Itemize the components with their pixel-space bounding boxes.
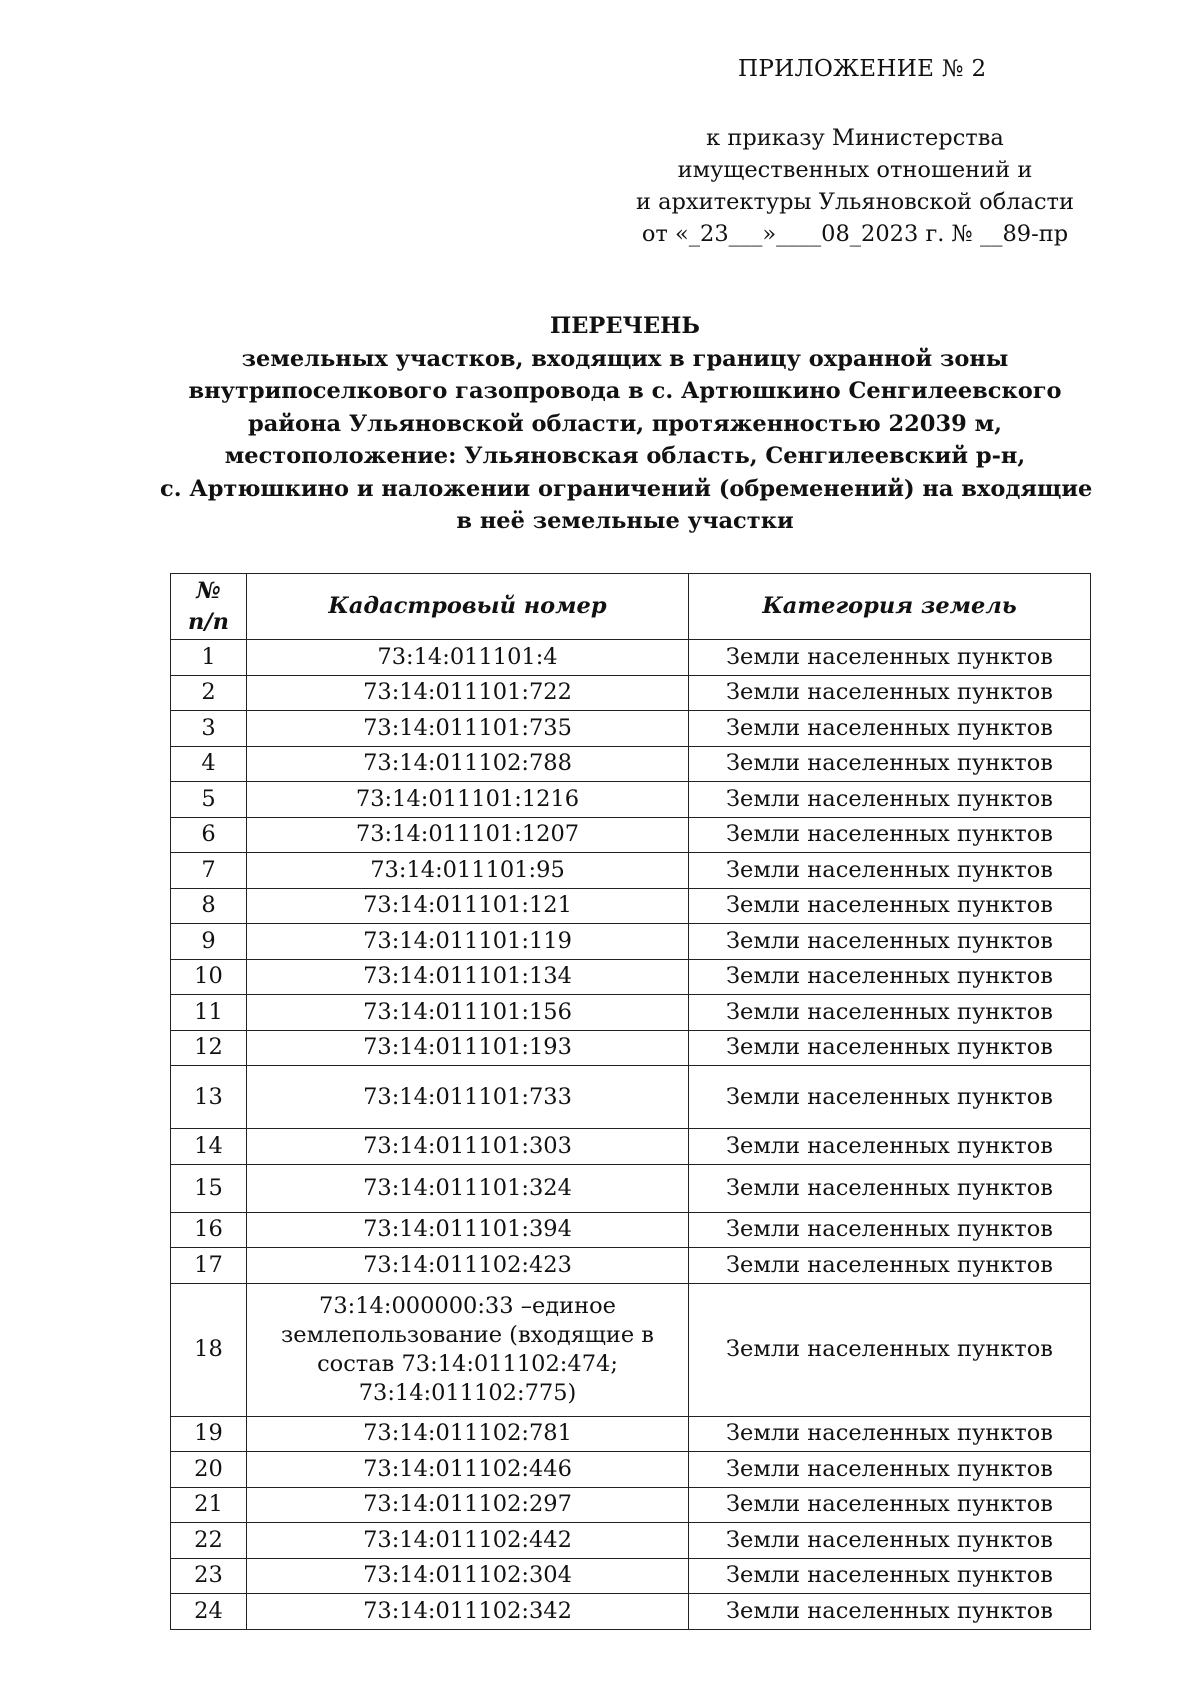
- land-category: Земли населенных пунктов: [689, 924, 1091, 960]
- table-row: [171, 782, 1091, 818]
- row-number: 15: [171, 1164, 247, 1212]
- cadastral-line: 73:14:011102:775): [358, 1379, 577, 1406]
- header-cadastral: Кадастровый номер: [247, 574, 689, 640]
- heading-line: внутрипоселкового газопровода в с. Артюшкино Сенгилеевского: [188, 378, 1062, 404]
- land-category: Земли населенных пунктов: [689, 1129, 1091, 1165]
- order-reference: [610, 122, 1100, 250]
- cadastral-number: 73:14:011101:733: [247, 1066, 689, 1129]
- land-category: Земли населенных пунктов: [689, 1248, 1091, 1284]
- row-number: 13: [171, 1066, 247, 1129]
- table-row: [171, 746, 1091, 782]
- row-number: 9: [171, 924, 247, 960]
- cadastral-number-multiline: [247, 1283, 689, 1416]
- table-row: [171, 995, 1091, 1031]
- row-number: 18: [171, 1283, 247, 1416]
- order-line: имущественных отношений и: [677, 157, 1033, 183]
- heading-line: местоположение: Ульяновская область, Сенгилеевский р-н,: [224, 443, 1026, 469]
- order-line: от «_23___»____08_2023 г. № __89-пр: [641, 221, 1069, 247]
- land-category: Земли населенных пунктов: [689, 1066, 1091, 1129]
- table-row: [171, 675, 1091, 711]
- cadastral-number: 73:14:011102:442: [247, 1523, 689, 1559]
- table-row: [171, 640, 1091, 676]
- heading-title: ПЕРЕЧЕНЬ: [550, 313, 700, 339]
- order-line: и архитектуры Ульяновской области: [635, 189, 1075, 215]
- cadastral-number: 73:14:011101:303: [247, 1129, 689, 1165]
- cadastral-number: 73:14:011102:304: [247, 1558, 689, 1594]
- table-row: [171, 959, 1091, 995]
- land-category: Земли населенных пунктов: [689, 711, 1091, 747]
- row-number: 4: [171, 746, 247, 782]
- land-category: Земли населенных пунктов: [689, 1452, 1091, 1488]
- land-category: Земли населенных пунктов: [689, 1558, 1091, 1594]
- table-row: [171, 1594, 1091, 1630]
- row-number: 2: [171, 675, 247, 711]
- table-header-row: [171, 574, 1091, 640]
- cadastral-number: 73:14:011101:95: [247, 853, 689, 889]
- cadastral-number: 73:14:011101:1216: [247, 782, 689, 818]
- row-number: 5: [171, 782, 247, 818]
- row-number: 10: [171, 959, 247, 995]
- row-number: 6: [171, 817, 247, 853]
- row-number: 1: [171, 640, 247, 676]
- cadastral-line: состав 73:14:011102:474;: [317, 1350, 618, 1377]
- row-number: 7: [171, 853, 247, 889]
- header-number-symbol: №: [196, 577, 221, 604]
- cadastral-number: 73:14:011101:1207: [247, 817, 689, 853]
- row-number: 19: [171, 1416, 247, 1452]
- cadastral-number: 73:14:011102:446: [247, 1452, 689, 1488]
- cadastral-number: 73:14:011102:788: [247, 746, 689, 782]
- land-category: Земли населенных пунктов: [689, 640, 1091, 676]
- table-row: [171, 1558, 1091, 1594]
- land-category: Земли населенных пунктов: [689, 888, 1091, 924]
- row-number: 11: [171, 995, 247, 1031]
- land-category: Земли населенных пунктов: [689, 1594, 1091, 1630]
- land-category: Земли населенных пунктов: [689, 1416, 1091, 1452]
- table-row: [171, 711, 1091, 747]
- table-row: [171, 924, 1091, 960]
- table-row: [171, 1164, 1091, 1212]
- table-row: [171, 1416, 1091, 1452]
- land-category: Земли населенных пунктов: [689, 746, 1091, 782]
- cadastral-number: 73:14:011101:119: [247, 924, 689, 960]
- cadastral-number: 73:14:011101:4: [247, 640, 689, 676]
- land-category: Земли населенных пунктов: [689, 1030, 1091, 1066]
- row-number: 8: [171, 888, 247, 924]
- land-category: Земли населенных пунктов: [689, 959, 1091, 995]
- order-line: к приказу Министерства: [706, 125, 1004, 151]
- table-row: [171, 1452, 1091, 1488]
- table-row: [171, 1030, 1091, 1066]
- cadastral-number: 73:14:011102:781: [247, 1416, 689, 1452]
- cadastral-number: 73:14:011102:423: [247, 1248, 689, 1284]
- land-category: Земли населенных пунктов: [689, 995, 1091, 1031]
- table-row: [171, 1487, 1091, 1523]
- heading-line: в неё земельные участки: [456, 508, 794, 534]
- cadastral-number: 73:14:011101:193: [247, 1030, 689, 1066]
- row-number: 16: [171, 1212, 247, 1248]
- heading-line: с. Артюшкино и наложении ограничений (обременений) на входящие: [160, 475, 1093, 502]
- table-row: [171, 853, 1091, 889]
- document-heading: [160, 310, 1093, 538]
- table-row: [171, 1283, 1091, 1416]
- appendix-title: ПРИЛОЖЕНИЕ № 2: [738, 56, 987, 82]
- table-row: [171, 1248, 1091, 1284]
- cadastral-number: 73:14:011101:394: [247, 1212, 689, 1248]
- table-row: [171, 1523, 1091, 1559]
- cadastral-number: 73:14:011102:297: [247, 1487, 689, 1523]
- land-category: Земли населенных пунктов: [689, 1487, 1091, 1523]
- cadastral-number: 73:14:011101:722: [247, 675, 689, 711]
- table-row: [171, 1066, 1091, 1129]
- cadastral-line: землепользование (входящие в: [281, 1321, 654, 1348]
- table-row: [171, 1129, 1091, 1165]
- land-category: Земли населенных пунктов: [689, 1212, 1091, 1248]
- cadastral-number: 73:14:011101:324: [247, 1164, 689, 1212]
- cadastral-number: 73:14:011101:735: [247, 711, 689, 747]
- row-number: 24: [171, 1594, 247, 1630]
- row-number: 3: [171, 711, 247, 747]
- land-category: Земли населенных пунктов: [689, 1283, 1091, 1416]
- land-category: Земли населенных пунктов: [689, 1523, 1091, 1559]
- land-category: Земли населенных пунктов: [689, 1164, 1091, 1212]
- row-number: 21: [171, 1487, 247, 1523]
- cadastral-number: 73:14:011102:342: [247, 1594, 689, 1630]
- table-row: [171, 1212, 1091, 1248]
- land-category: Земли населенных пунктов: [689, 853, 1091, 889]
- heading-line: района Ульяновской области, протяженностью 22039 м,: [247, 410, 1002, 437]
- row-number: 17: [171, 1248, 247, 1284]
- land-category: Земли населенных пунктов: [689, 817, 1091, 853]
- cadastral-number: 73:14:011101:156: [247, 995, 689, 1031]
- header-category: Категория земель: [689, 574, 1091, 640]
- row-number: 23: [171, 1558, 247, 1594]
- cadastral-number: 73:14:011101:121: [247, 888, 689, 924]
- row-number: 22: [171, 1523, 247, 1559]
- cadastral-line: 73:14:000000:33 –единое: [319, 1292, 616, 1319]
- row-number: 14: [171, 1129, 247, 1165]
- land-category: Земли населенных пунктов: [689, 675, 1091, 711]
- heading-line: земельных участков, входящих в границу охранной зоны: [241, 345, 1009, 372]
- land-category: Земли населенных пунктов: [689, 782, 1091, 818]
- header-number: [171, 574, 247, 640]
- row-number: 12: [171, 1030, 247, 1066]
- parcels-table: [170, 573, 1091, 1630]
- table-row: [171, 888, 1091, 924]
- header-number-abbr: п/п: [188, 608, 229, 635]
- row-number: 20: [171, 1452, 247, 1488]
- cadastral-number: 73:14:011101:134: [247, 959, 689, 995]
- table-row: [171, 817, 1091, 853]
